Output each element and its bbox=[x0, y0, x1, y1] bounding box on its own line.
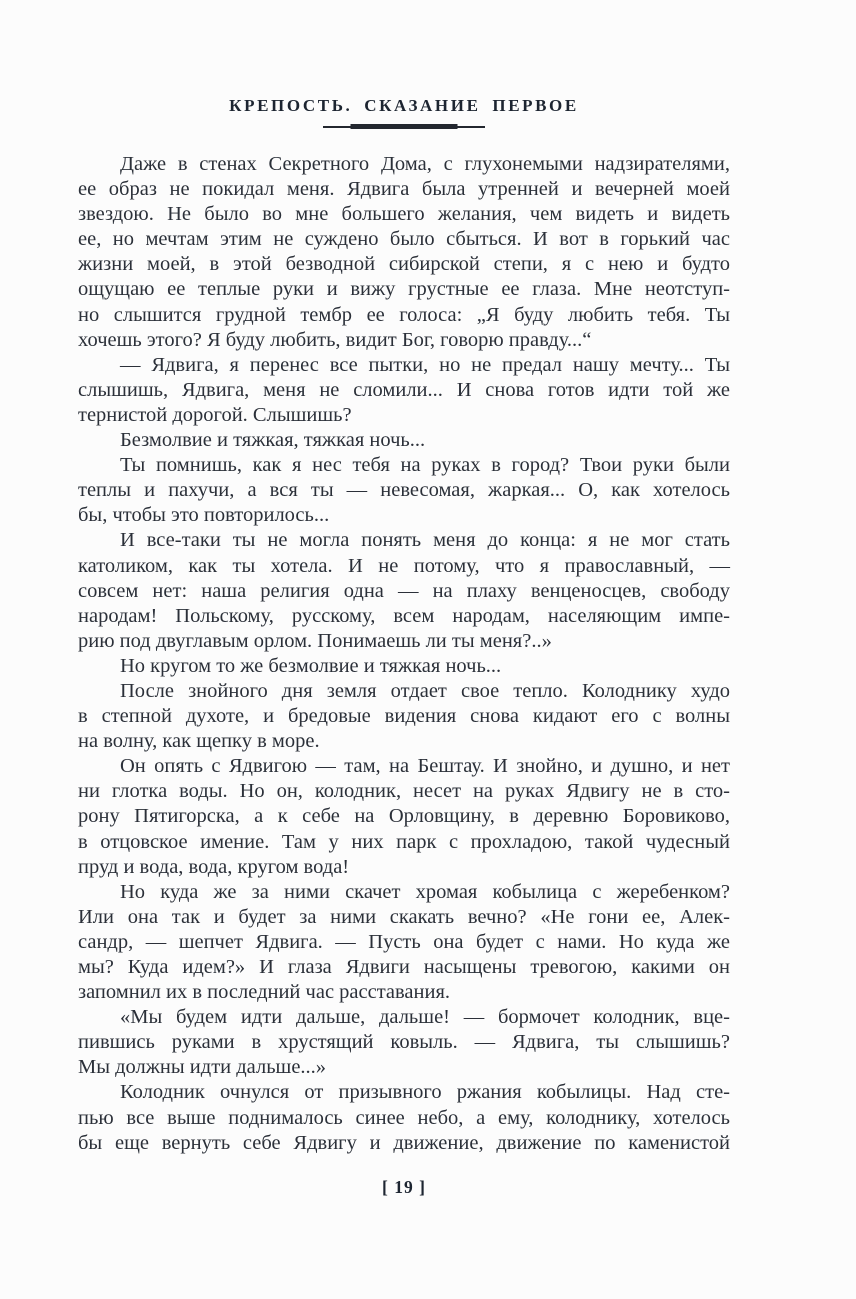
text-line: звездою. Не было во мне большего желания, чем видеть и видеть bbox=[78, 203, 730, 226]
text-line: рону Пятигорска, а к себе на Орловщину, в деревню Боровиково, bbox=[78, 805, 730, 828]
text-line: слышишь, Ядвига, меня не сломили... И снова готов идти той же bbox=[78, 378, 730, 401]
text-line: ее, но мечтам этим не суждено было сбыться. И вот в горький час bbox=[78, 228, 730, 251]
paragraph bbox=[78, 428, 730, 453]
text-line: хочешь этого? Я буду любить, видит Бог, говорю правду...“ bbox=[78, 328, 592, 351]
text-line: Или она так и будет за ними скакать вечно? «Не гони ее, Алек- bbox=[78, 905, 730, 928]
section-divider bbox=[323, 124, 485, 129]
text-line: бы еще вернуть себе Ядвигу и движение, движение по каменистой bbox=[78, 1131, 730, 1154]
text-line: Он опять с Ядвигою — там, на Бештау. И знойно, и душно, и нет bbox=[120, 755, 730, 778]
paragraph bbox=[78, 679, 730, 754]
text-line: жизни моей, в этой безводной сибирской степи, я с нею и будто bbox=[78, 253, 730, 276]
text-line: Ты помнишь, как я нес тебя на руках в город? Твои руки были bbox=[120, 454, 730, 477]
paragraph bbox=[78, 754, 730, 879]
text-line: католиком, как ты хотела. И не потому, что я православный, — bbox=[78, 554, 730, 577]
text-line: Даже в стенах Секретного Дома, с глухонемыми надзирателями, bbox=[120, 153, 730, 175]
running-head-title: КРЕПОСТЬ. СКАЗАНИЕ ПЕРВОЕ bbox=[229, 96, 579, 115]
text-line: запомнил их в последний час расставания. bbox=[78, 981, 451, 1004]
text-line: Но куда же за ними скачет хромая кобылица с жеребенком? bbox=[120, 880, 730, 903]
text-line: бы, чтобы это повторилось... bbox=[78, 504, 330, 527]
text-line: на волну, как щепку в море. bbox=[78, 730, 320, 753]
paragraph bbox=[78, 1080, 730, 1155]
page-number: [ 19 ] bbox=[382, 1176, 426, 1197]
text-line: сандр, — шепчет Ядвига. — Пусть она будет с нами. Но куда же bbox=[78, 930, 730, 953]
paragraph bbox=[78, 528, 730, 653]
divider-thick-bar bbox=[351, 124, 458, 129]
text-line: пившись руками в хрустящий ковыль. — Ядвига, ты слышишь? bbox=[78, 1031, 730, 1054]
paragraph bbox=[78, 453, 730, 528]
text-line: теплы и пахучи, а вся ты — невесомая, жаркая... О, как хотелось bbox=[78, 479, 730, 502]
text-line: в степной духоте, и бредовые видения снова кидают его с волны bbox=[78, 705, 730, 728]
paragraph bbox=[78, 880, 730, 1005]
text-line: пью все выше поднималось синее небо, а ему, колоднику, хотелось bbox=[78, 1106, 730, 1129]
text-line: Но кругом то же безмолвие и тяжкая ночь... bbox=[120, 654, 502, 677]
text-line: Безмолвие и тяжкая, тяжкая ночь... bbox=[120, 429, 426, 452]
text-column bbox=[78, 0, 730, 1198]
text-line: Мы должны идти дальше...» bbox=[78, 1056, 327, 1079]
text-line: ни глотка воды. Но он, колодник, несет на руках Ядвигу не в сто- bbox=[78, 780, 730, 803]
text-line: ее образ не покидал меня. Ядвига была утренней и вечерней моей bbox=[78, 178, 730, 201]
text-line: — Ядвига, я перенес все пытки, но не предал нашу мечту... Ты bbox=[120, 353, 730, 376]
text-line: рию под двуглавым орлом. Понимаешь ли ты меня?..» bbox=[78, 629, 552, 652]
text-line: в отцовское имение. Там у них парк с прохладою, такой чудесный bbox=[78, 830, 730, 853]
paragraph bbox=[78, 654, 730, 679]
text-line: совсем нет: наша религия одна — на плаху венценосцев, свободу bbox=[78, 579, 730, 602]
text-line: «Мы будем идти дальше, дальше! — бормочет колодник, вце- bbox=[120, 1006, 730, 1029]
text-line: мы? Куда идем?» И глаза Ядвиги насыщены тревогою, какими он bbox=[78, 956, 730, 978]
paragraph bbox=[78, 353, 730, 428]
paragraph bbox=[78, 1005, 730, 1080]
text-line: После знойного дня земля отдает свое тепло. Колоднику худо bbox=[120, 679, 730, 702]
text-line: И все-таки ты не могла понять меня до конца: я не мог стать bbox=[120, 529, 730, 552]
text-line: тернистой дорогой. Слышишь? bbox=[78, 403, 352, 426]
body-text bbox=[78, 152, 730, 1156]
text-line: народам! Польскому, русскому, всем народам, населяющим импе- bbox=[78, 604, 730, 627]
text-line: ощущаю ее теплые руки и вижу грустные ее глаза. Мне неотступ- bbox=[78, 278, 730, 301]
text-line: Колодник очнулся от призывного ржания кобылицы. Над сте- bbox=[120, 1081, 730, 1104]
text-line: пруд и вода, вода, кругом вода! bbox=[78, 855, 350, 878]
text-line: но слышится грудной тембр ее голоса: „Я буду любить тебя. Ты bbox=[78, 303, 730, 326]
paragraph bbox=[78, 152, 730, 353]
